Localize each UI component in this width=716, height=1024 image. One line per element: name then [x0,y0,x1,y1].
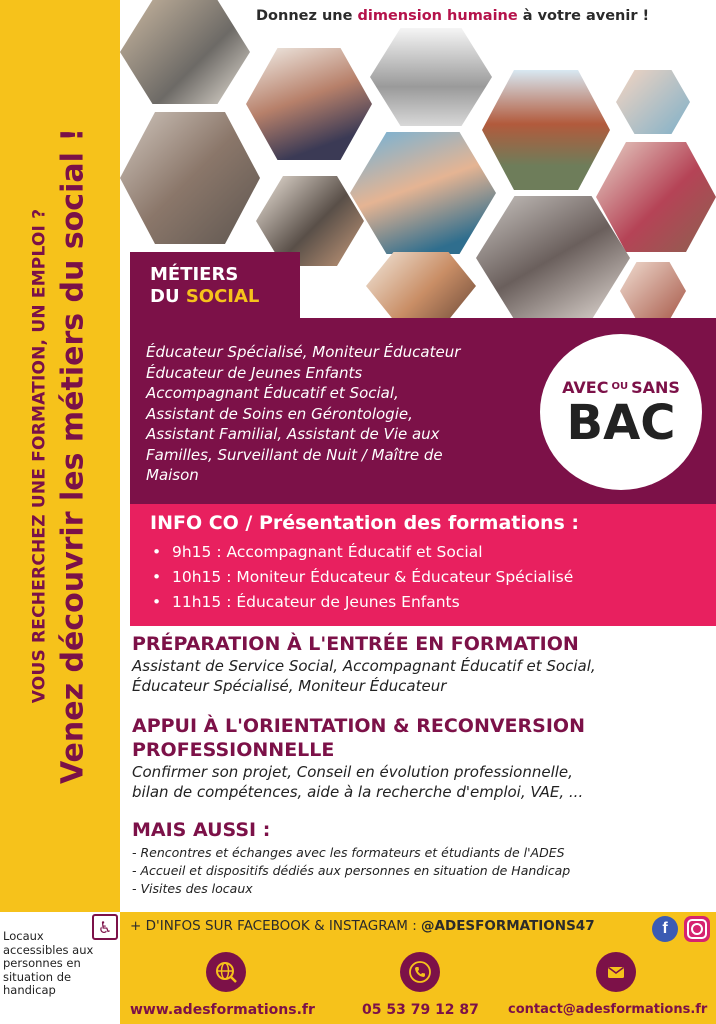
metiers-line: Familles, Surveillant de Nuit / Maître de [146,445,443,464]
bac-badge [540,334,702,490]
info-co-panel [130,504,716,626]
info-co-item: • 9h15 : Accompagnant Éducatif et Social [150,540,716,565]
metiers-title-accent: SOCIAL [185,286,260,307]
tagline-post: à votre avenir ! [517,8,650,24]
appui-body-2: bilan de compétences, aide à la recherche d'emploi, VAE, ... [132,783,584,801]
appui-body-1: Confirmer son projet, Conseil en évolution professionnelle, [132,763,573,781]
photo-play [616,70,690,134]
metiers-title-line1: MÉTIERS [150,264,239,285]
info-co-item: • 11h15 : Éducateur de Jeunes Enfants [150,590,716,615]
photo-students [246,48,372,160]
bac-badge-big: BAC [566,395,676,451]
mais-aussi-item: - Rencontres et échanges avec les formateurs et étudiants de l'ADES [132,845,565,860]
photo-hands [120,0,250,104]
bac-sans: SANS [631,378,680,397]
tagline-highlight: dimension humaine [357,8,518,24]
appui-title-1: APPUI À L'ORIENTATION & RECONVERSION [132,715,585,737]
photo-boy-puzzle [350,132,496,254]
mais-aussi-item: - Accueil et dispositifs dédiés aux personnes en situation de Handicap [132,863,571,878]
preparation-title: PRÉPARATION À L'ENTRÉE EN FORMATION [132,633,579,655]
photo-building [482,70,610,190]
vertical-question: VOUS RECHERCHEZ UNE FORMATION, UN EMPLOI ? [29,208,50,704]
bac-ou: OU [611,381,629,392]
metiers-line: Assistant Familial, Assistant de Vie aux [146,425,440,443]
metiers-title-du: DU [150,286,186,307]
info-co-item: • 10h15 : Moniteur Éducateur & Éducateur Spécialisé [150,565,716,590]
website-link[interactable]: www.adesformations.fr [130,1002,315,1018]
email-link[interactable]: contact@adesformations.fr [508,1002,708,1017]
photo-girls [366,252,476,320]
vertical-headline [30,6,91,906]
tagline [256,8,649,24]
bac-avec: AVEC [562,378,609,397]
footer-social-line [130,918,595,934]
metiers-line: Accompagnant Éducatif et Social, [146,384,399,402]
metiers-list [146,342,536,486]
metiers-line: Éducateur Spécialisé, Moniteur Éducateur [146,343,461,361]
metiers-title-tab [130,252,300,318]
mais-aussi-list [132,844,712,898]
tagline-pre: Donnez une [256,8,358,24]
mail-icon [596,952,636,992]
mais-aussi-title: MAIS AUSSI : [132,819,271,841]
footer-band [120,912,716,1024]
info-co-title: INFO CO / Présentation des formations : [150,512,579,534]
appui-section [132,714,712,802]
wheelchair-icon: ♿ [92,914,118,940]
vertical-title: Venez découvrir les métiers du social ! [55,127,91,785]
metiers-line: Maison [146,466,199,484]
photo-child-plane [370,28,492,126]
phone-number[interactable]: 05 53 79 12 87 [362,1002,479,1018]
photo-elder-man [120,112,260,244]
metiers-line: Assistant de Soins en Gérontologie, [146,404,413,423]
photo-mother-child [620,262,686,320]
mais-aussi-section [132,818,712,898]
facebook-icon[interactable]: f [652,916,678,942]
appui-title-2: PROFESSIONNELLE [132,739,335,761]
preparation-body-1: Assistant de Service Social, Accompagnant Éducatif et Social, [132,657,596,675]
accessibility-text: Locaux accessibles aux personnes en situation de handicap [3,929,94,997]
metiers-title-line2 [150,286,300,308]
footer-social-handle[interactable]: @ADESFORMATIONS47 [421,918,595,934]
preparation-section [132,632,712,696]
footer-social-pre: + D'INFOS SUR FACEBOOK & INSTAGRAM : [130,918,422,934]
mais-aussi-item: - Visites des locaux [132,881,253,896]
instagram-icon[interactable] [684,916,710,942]
preparation-body-2: Éducateur Spécialisé, Moniteur Éducateur [132,677,447,695]
info-co-list [150,540,716,615]
phone-icon [400,952,440,992]
metiers-line: Éducateur de Jeunes Enfants [146,363,363,382]
globe-icon [206,952,246,992]
